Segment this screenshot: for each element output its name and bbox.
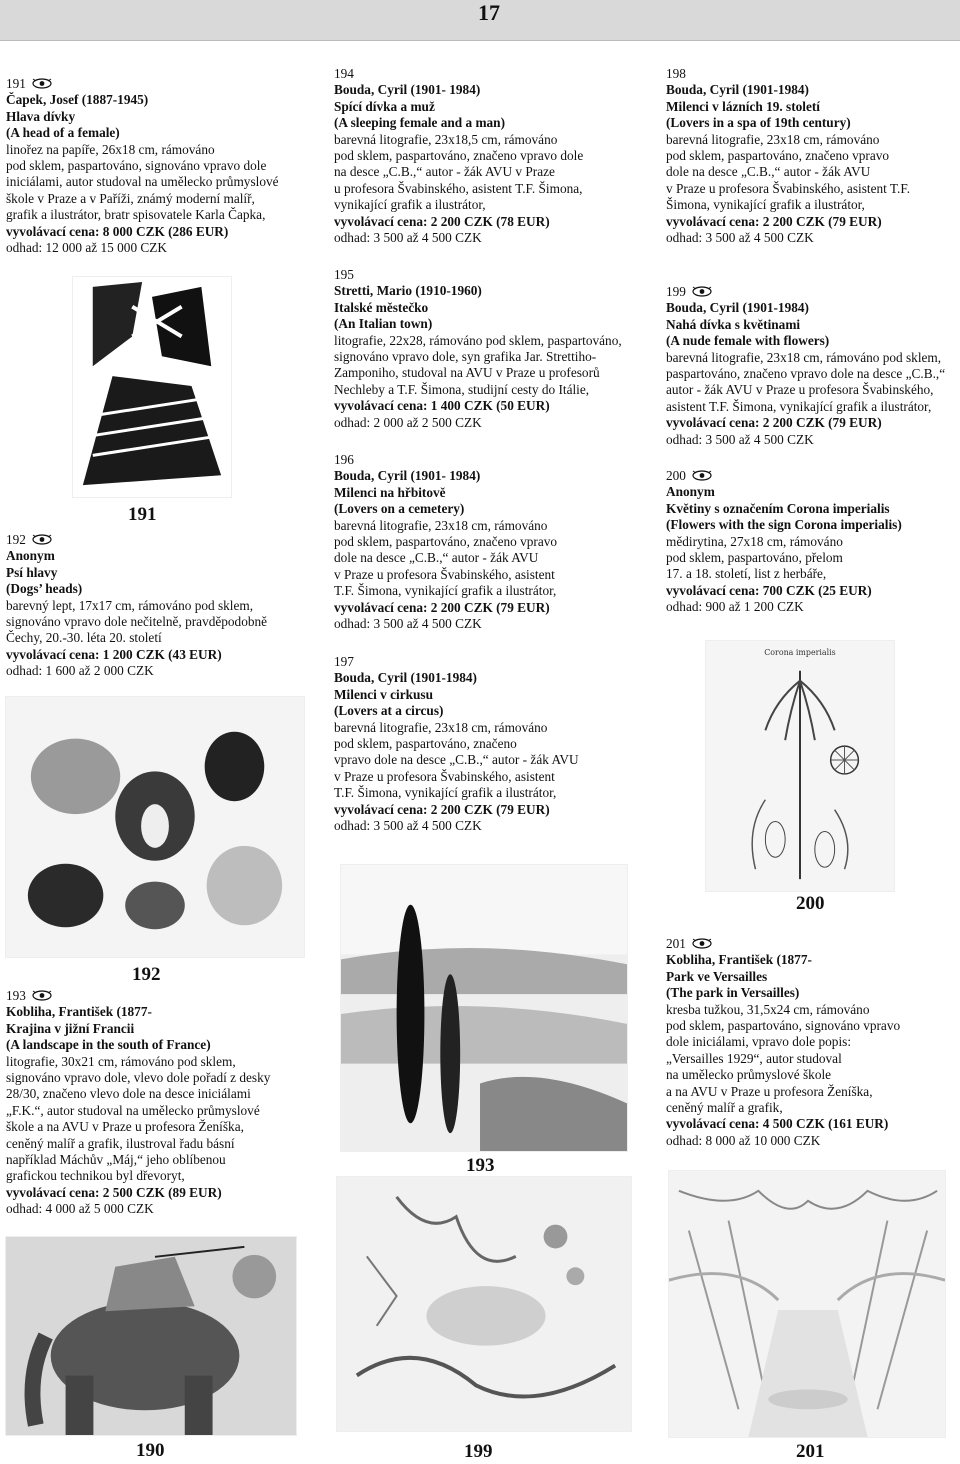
image-caption: 201 <box>796 1441 825 1462</box>
lot-estimate: odhad: 4 000 až 5 000 CZK <box>6 1201 154 1217</box>
lot-title-en: (Lovers on a cemetery) <box>334 501 465 517</box>
lot-199 <box>666 284 956 448</box>
lot-estimate: odhad: 8 000 až 10 000 CZK <box>666 1132 821 1148</box>
lot-artist: Anonym <box>6 548 55 564</box>
lot-title-en: (A sleeping female and a man) <box>334 115 506 131</box>
lot-197 <box>334 654 656 834</box>
lot-desc-line: mědirytina, 27x18 cm, rámováno <box>666 533 843 549</box>
lot-estimate: odhad: 3 500 až 4 500 CZK <box>334 616 482 632</box>
lot-desc-line: barevný lept, 17x17 cm, rámováno pod sklem, <box>6 597 254 613</box>
lot-desc-line: pod sklem, paspartováno, signováno vpravo <box>666 1018 901 1034</box>
lot-desc-line: Nechleby a T.F. Šimona, studijní cesty do Itálie, <box>334 381 590 397</box>
image-caption: 191 <box>128 504 157 525</box>
eye-icon[interactable] <box>692 286 712 297</box>
lot-desc-line: pod sklem, paspartováno, přelom <box>666 550 843 566</box>
eye-icon[interactable] <box>32 990 52 1001</box>
lot-desc-line: dole na desce „C.B.,“ autor - žák AVU <box>666 164 871 180</box>
lot-desc-line: pod sklem, paspartováno, značeno vpravo <box>666 148 890 164</box>
lot-desc-line: ceněný malíř a grafik, <box>666 1100 783 1116</box>
lot-title-cz: Park ve Versailles <box>666 968 768 984</box>
lot-artist: Kobliha, František (1877- <box>6 1004 152 1020</box>
lot-desc-line: dole iniciálami, vpravo dole popis: <box>666 1034 852 1050</box>
lot-estimate: odhad: 3 500 až 4 500 CZK <box>334 230 482 246</box>
lot-desc-line: Zamponiho, studoval na AVU v Praze u profesorů <box>334 365 600 381</box>
image-caption: 193 <box>466 1155 495 1176</box>
lot-title-en: (A nude female with flowers) <box>666 333 830 349</box>
lot-desc-line: pod sklem, paspartováno, signováno vpravo dole <box>6 158 267 174</box>
lot-number: 201 <box>666 936 686 951</box>
artwork-image-199[interactable] <box>336 1176 632 1432</box>
lot-price: vyvolávací cena: 2 500 CZK (89 EUR) <box>6 1184 222 1200</box>
lot-number: 195 <box>334 267 354 282</box>
lot-192 <box>6 532 326 680</box>
image-caption: 192 <box>132 964 161 985</box>
lot-desc-line: v Praze u profesora Švabinského, asistent <box>334 566 555 582</box>
lot-title-en: (Lovers in a spa of 19th century) <box>666 115 851 131</box>
lot-number: 198 <box>666 66 686 81</box>
lot-price: vyvolávací cena: 700 CZK (25 EUR) <box>666 582 872 598</box>
lot-desc-line: iniciálami, autor studoval na umělecko průmyslové <box>6 174 279 190</box>
lot-desc-line: na desce „C.B.,“ autor - žák AVU v Praze <box>334 164 555 180</box>
lot-title-cz: Květiny s označením Corona imperialis <box>666 500 890 516</box>
artwork-image-191[interactable] <box>72 276 232 498</box>
lot-price: vyvolávací cena: 1 200 CZK (43 EUR) <box>6 646 222 662</box>
lot-desc-line: litografie, 22x28, rámováno pod sklem, paspartováno, <box>334 332 622 348</box>
lot-desc-line: například Máchův „Máj,“ jeho oblíbenou <box>6 1152 226 1168</box>
lot-desc-line: 28/30, značeno vlevo dole na desce iniciálami <box>6 1086 251 1102</box>
lot-artist: Bouda, Cyril (1901- 1984) <box>334 468 481 484</box>
lot-desc-line: litografie, 30x21 cm, rámováno pod sklem, <box>6 1053 236 1069</box>
lot-198 <box>666 66 956 246</box>
lot-title-en: (A head of a female) <box>6 125 120 141</box>
lot-desc-line: a na AVU v Praze u profesora Ženíška, <box>666 1083 873 1099</box>
lot-desc-line: kresba tužkou, 31,5x24 cm, rámováno <box>666 1001 870 1017</box>
lot-artist: Kobliha, František (1877- <box>666 952 812 968</box>
lot-desc-line: barevná litografie, 23x18 cm, rámováno <box>334 719 548 735</box>
artwork-image-200[interactable] <box>705 640 895 892</box>
page-number: 17 <box>478 0 500 25</box>
lot-desc-line: 17. a 18. století, list z herbáře, <box>666 566 827 582</box>
artwork-image-193[interactable] <box>340 864 628 1152</box>
lot-desc-line: Šimona, vynikající grafik a ilustrátor, <box>666 197 865 213</box>
lot-title-cz: Nahá dívka s květinami <box>666 316 801 332</box>
lot-195 <box>334 267 656 431</box>
lot-price: vyvolávací cena: 2 200 CZK (79 EUR) <box>666 213 882 229</box>
lot-title-cz: Italské městečko <box>334 299 429 315</box>
eye-icon[interactable] <box>32 534 52 545</box>
lot-title-en: (A landscape in the south of France) <box>6 1037 211 1053</box>
lot-desc-line: paspartováno, značeno vpravo dole na desce „C.B.,“ <box>666 366 946 382</box>
lot-number: 199 <box>666 284 686 299</box>
lot-artist: Stretti, Mario (1910-1960) <box>334 283 482 299</box>
lot-title-cz: Milenci v lázních 19. století <box>666 98 820 114</box>
lot-desc-line: pod sklem, paspartováno, značeno <box>334 736 517 752</box>
lot-estimate: odhad: 12 000 až 15 000 CZK <box>6 240 168 256</box>
lot-194 <box>334 66 656 246</box>
lot-title-cz: Krajina v jižní Francii <box>6 1020 135 1036</box>
lot-artist: Čapek, Josef (1887-1945) <box>6 92 149 108</box>
lot-196 <box>334 452 656 632</box>
lot-desc-line: škole a na AVU v Praze u profesora Ženíška, <box>6 1119 244 1135</box>
lot-artist: Bouda, Cyril (1901-1984) <box>334 670 477 686</box>
lot-estimate: odhad: 3 500 až 4 500 CZK <box>666 230 814 246</box>
lot-desc-line: „Versailles 1929“, autor studoval <box>666 1050 842 1066</box>
lot-desc-line: v Praze u profesora Švabinského, asistent T.F. <box>666 180 911 196</box>
lot-price: vyvolávací cena: 4 500 CZK (161 EUR) <box>666 1116 889 1132</box>
lot-number: 200 <box>666 468 686 483</box>
lot-desc-line: grafik a ilustrátor, bratr spisovatele Karla Čapka, <box>6 207 266 223</box>
lot-desc-line: barevná litografie, 23x18,5 cm, rámováno <box>334 131 558 147</box>
lot-number: 191 <box>6 76 26 91</box>
lot-artist: Anonym <box>666 484 715 500</box>
lot-number: 196 <box>334 452 354 467</box>
plate-inscription: Corona imperialis <box>764 647 836 657</box>
lot-200 <box>666 468 956 616</box>
lot-title-en: (Flowers with the sign Corona imperialis) <box>666 517 902 533</box>
image-caption: 199 <box>464 1441 493 1462</box>
lot-artist: Bouda, Cyril (1901-1984) <box>666 82 809 98</box>
lot-desc-line: autor - žák AVU v Praze u profesora Švabinského, <box>666 382 934 398</box>
lot-number: 194 <box>334 66 354 81</box>
lot-title-en: (An Italian town) <box>334 316 433 332</box>
lot-desc-line: pod sklem, paspartováno, značeno vpravo <box>334 534 558 550</box>
lot-estimate: odhad: 3 500 až 4 500 CZK <box>666 431 814 447</box>
lot-desc-line: v Praze u profesora Švabinského, asistent <box>334 768 555 784</box>
lot-price: vyvolávací cena: 8 000 CZK (286 EUR) <box>6 223 229 239</box>
lot-title-en: (The park in Versailles) <box>666 985 800 1001</box>
artwork-image-192[interactable] <box>5 696 305 958</box>
lot-price: vyvolávací cena: 2 200 CZK (79 EUR) <box>666 415 882 431</box>
lot-191 <box>6 76 326 256</box>
lot-estimate: odhad: 900 až 1 200 CZK <box>666 599 804 615</box>
lot-desc-line: pod sklem, paspartováno, značeno vpravo dole <box>334 148 584 164</box>
lot-desc-line: vpravo dole na desce „C.B.,“ autor - žák AVU <box>334 752 579 768</box>
lot-estimate: odhad: 3 500 až 4 500 CZK <box>334 818 482 834</box>
lot-193 <box>6 988 326 1218</box>
lot-desc-line: asistent T.F. Šimona, vynikající grafik a ilustrátor, <box>666 398 932 414</box>
lot-price: vyvolávací cena: 1 400 CZK (50 EUR) <box>334 398 550 414</box>
lot-desc-line: vynikající grafik a ilustrátor, <box>334 197 486 213</box>
lot-desc-line: Čechy, 20.-30. léta 20. století <box>6 630 162 646</box>
lot-desc-line: linořez na papíře, 26x18 cm, rámováno <box>6 141 215 157</box>
lot-desc-line: T.F. Šimona, vynikající grafik a ilustrátor, <box>334 583 557 599</box>
lot-desc-line: ceněný malíř a grafik, ilustroval řadu básní <box>6 1135 235 1151</box>
lot-desc-line: barevná litografie, 23x18 cm, rámováno pod sklem, <box>666 349 942 365</box>
lot-desc-line: T.F. Šimona, vynikající grafik a ilustrátor, <box>334 785 557 801</box>
lot-title-en: (Lovers at a circus) <box>334 703 444 719</box>
lot-estimate: odhad: 2 000 až 2 500 CZK <box>334 414 482 430</box>
lot-artist: Bouda, Cyril (1901-1984) <box>666 300 809 316</box>
lot-price: vyvolávací cena: 2 200 CZK (79 EUR) <box>334 801 550 817</box>
eye-icon[interactable] <box>692 470 712 481</box>
lot-desc-line: signováno vpravo dole, vlevo dole pořadí z desky <box>6 1070 271 1086</box>
lot-desc-line: signováno vpravo dole, syn grafika Jar. Strettiho- <box>334 349 597 365</box>
image-caption: 190 <box>136 1440 165 1461</box>
header-rule <box>0 40 960 41</box>
lot-number: 193 <box>6 988 26 1003</box>
lot-title-cz: Milenci na hřbitově <box>334 484 446 500</box>
lot-desc-line: u profesora Švabinského, asistent T.F. Šimona, <box>334 180 583 196</box>
artwork-image-201[interactable] <box>668 1170 946 1438</box>
lot-desc-line: „F.K.“, autor studoval na umělecko průmyslové <box>6 1102 260 1118</box>
lot-price: vyvolávací cena: 2 200 CZK (79 EUR) <box>334 599 550 615</box>
lot-title-cz: Milenci v cirkusu <box>334 686 433 702</box>
lot-desc-line: grafickou technikou byl dřevoryt, <box>6 1168 185 1184</box>
lot-title-cz: Hlava dívky <box>6 108 76 124</box>
lot-title-en: (Dogs’ heads) <box>6 581 83 597</box>
lot-title-cz: Spící dívka a muž <box>334 98 435 114</box>
lot-desc-line: barevná litografie, 23x18 cm, rámováno <box>666 131 880 147</box>
lot-desc-line: na umělecko průmyslové škole <box>666 1067 832 1083</box>
page-header <box>0 0 960 40</box>
lot-desc-line: dole na desce „C.B.,“ autor - žák AVU <box>334 550 539 566</box>
lot-number: 192 <box>6 532 26 547</box>
lot-title-cz: Psí hlavy <box>6 564 58 580</box>
lot-desc-line: barevná litografie, 23x18 cm, rámováno <box>334 517 548 533</box>
lot-estimate: odhad: 1 600 až 2 000 CZK <box>6 663 154 679</box>
eye-icon[interactable] <box>692 938 712 949</box>
lot-201 <box>666 936 956 1149</box>
lot-artist: Bouda, Cyril (1901- 1984) <box>334 82 481 98</box>
lot-desc-line: škole v Praze a v Paříži, známý moderní malíř, <box>6 190 255 206</box>
artwork-image-190[interactable] <box>5 1236 297 1436</box>
lot-desc-line: signováno vpravo dole nečitelně, pravděpodobně <box>6 614 268 630</box>
image-caption: 200 <box>796 893 825 914</box>
lot-number: 197 <box>334 654 354 669</box>
lot-price: vyvolávací cena: 2 200 CZK (78 EUR) <box>334 213 550 229</box>
eye-icon[interactable] <box>32 78 52 89</box>
